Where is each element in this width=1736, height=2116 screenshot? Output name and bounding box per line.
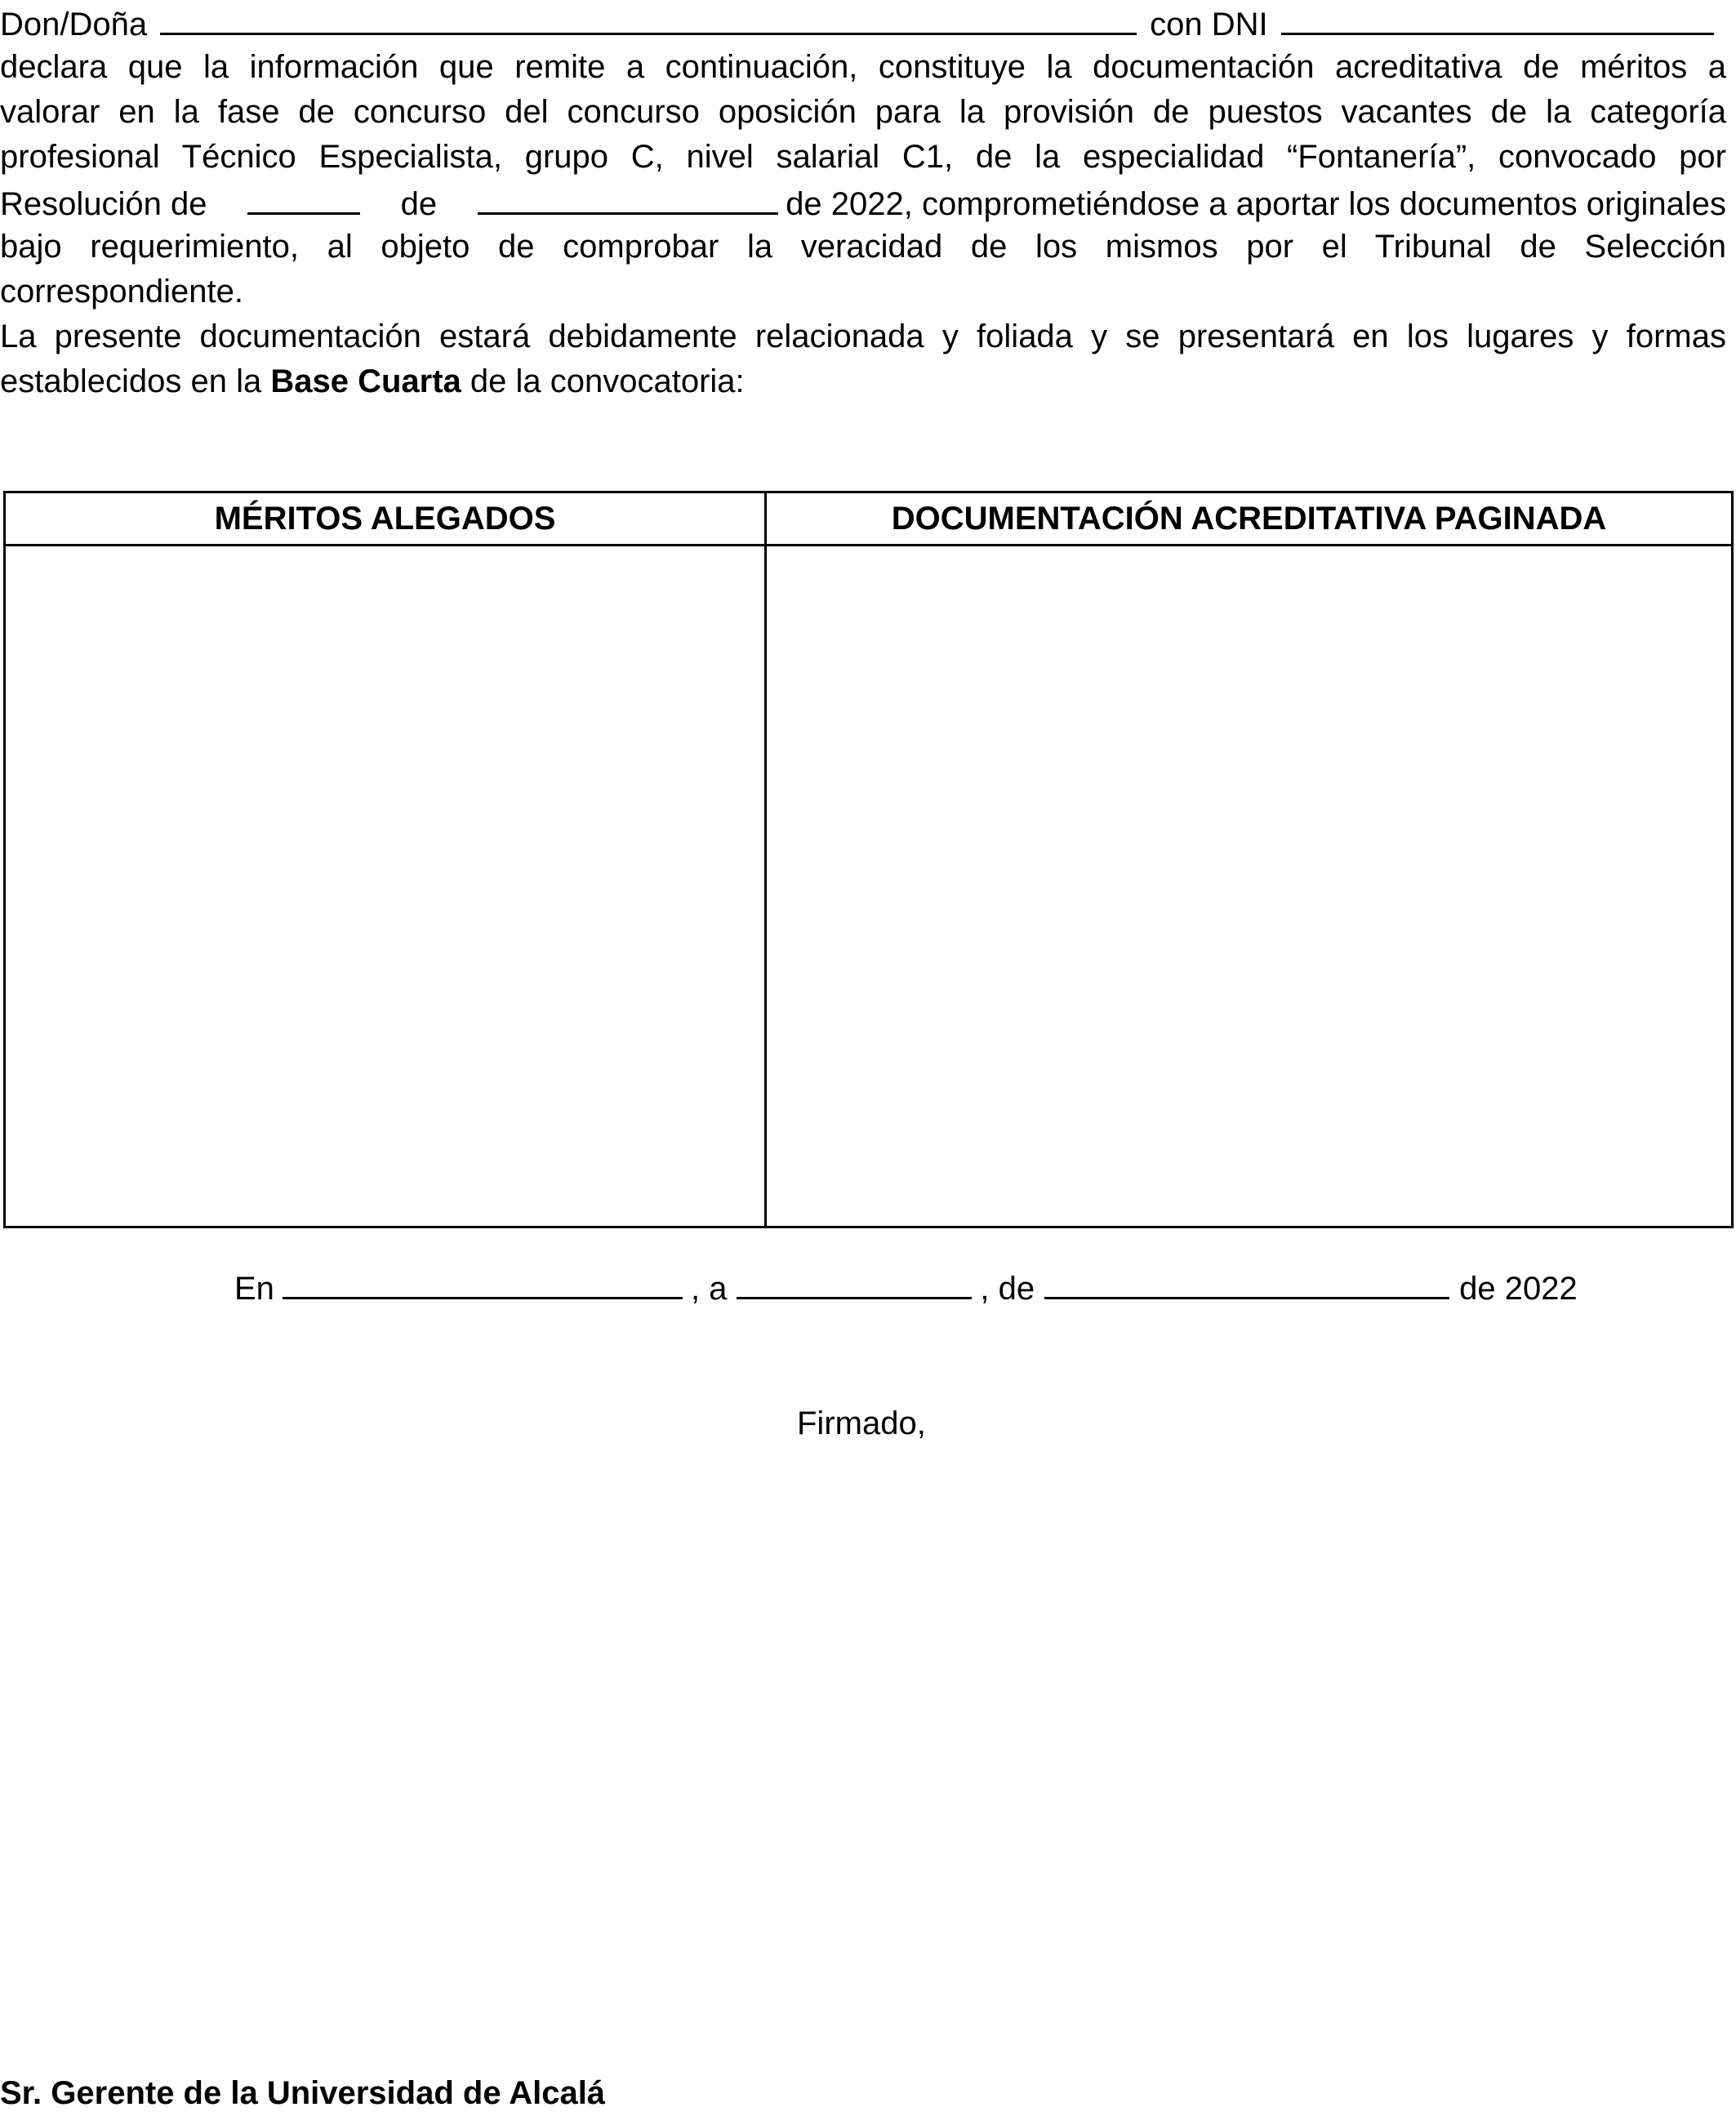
declaration-line-6: correspondiente. [0, 274, 243, 310]
resolution-day-blank[interactable] [247, 180, 360, 215]
merits-cell[interactable] [5, 546, 766, 1227]
dni-label: con DNI [1150, 7, 1268, 42]
merits-header: MÉRITOS ALEGADOS [5, 492, 766, 546]
documentation-header: DOCUMENTACIÓN ACREDITATIVA PAGINADA [766, 492, 1733, 546]
declaration-line-4 [0, 180, 1726, 227]
documentation-cell[interactable] [766, 546, 1733, 1227]
name-label: Don/Doña [0, 7, 148, 42]
name-blank[interactable] [160, 0, 1137, 35]
declaration-line-1: declara que la información que remite a continuación, constituye la documentación acreditativa de méritos a [0, 49, 1726, 85]
resolution-tail: de 2022, comprometiéndose a aportar los documentos originales [786, 186, 1726, 222]
place-label: En [234, 1271, 274, 1307]
month-label: , de [980, 1271, 1035, 1307]
day-label: , a [690, 1271, 728, 1307]
declarant-line [0, 0, 1726, 47]
declaration-line-7: La presente documentación estará debidamente relacionada y foliada y se presentará en los lugares y formas [0, 319, 1726, 354]
resolution-de-label: de [400, 186, 438, 222]
resolution-month-blank[interactable] [478, 180, 778, 215]
merits-table [3, 491, 1734, 1228]
day-blank[interactable] [737, 1264, 972, 1299]
place-blank[interactable] [283, 1264, 683, 1299]
signed-label: Firmado, [797, 1405, 926, 1441]
resolution-label: Resolución de [0, 186, 207, 222]
declaration-line-2: valorar en la fase de concurso del concurso oposición para la provisión de puestos vacantes de la categoría [0, 94, 1726, 130]
line8-start: establecidos en la [0, 363, 262, 399]
month-blank[interactable] [1044, 1264, 1449, 1299]
declaration-line-5: bajo requerimiento, al objeto de comprobar la veracidad de los mismos por el Tribunal de Selección [0, 229, 1726, 265]
base-cuarta-text: Base Cuarta [270, 363, 461, 399]
table-row [5, 546, 1733, 1227]
line8-end: de la convocatoria: [470, 363, 745, 399]
year-label: de 2022 [1459, 1271, 1578, 1307]
declaration-line-8 [0, 359, 1726, 404]
table-header-row [5, 492, 1733, 546]
declaration-line-3: profesional Técnico Especialista, grupo C, nivel salarial C1, de la especialidad “Fontanería”, convocado por [0, 139, 1726, 175]
addressee: Sr. Gerente de la Universidad de Alcalá [0, 2075, 606, 2111]
date-line [234, 1264, 1578, 1312]
dni-blank[interactable] [1281, 0, 1714, 35]
